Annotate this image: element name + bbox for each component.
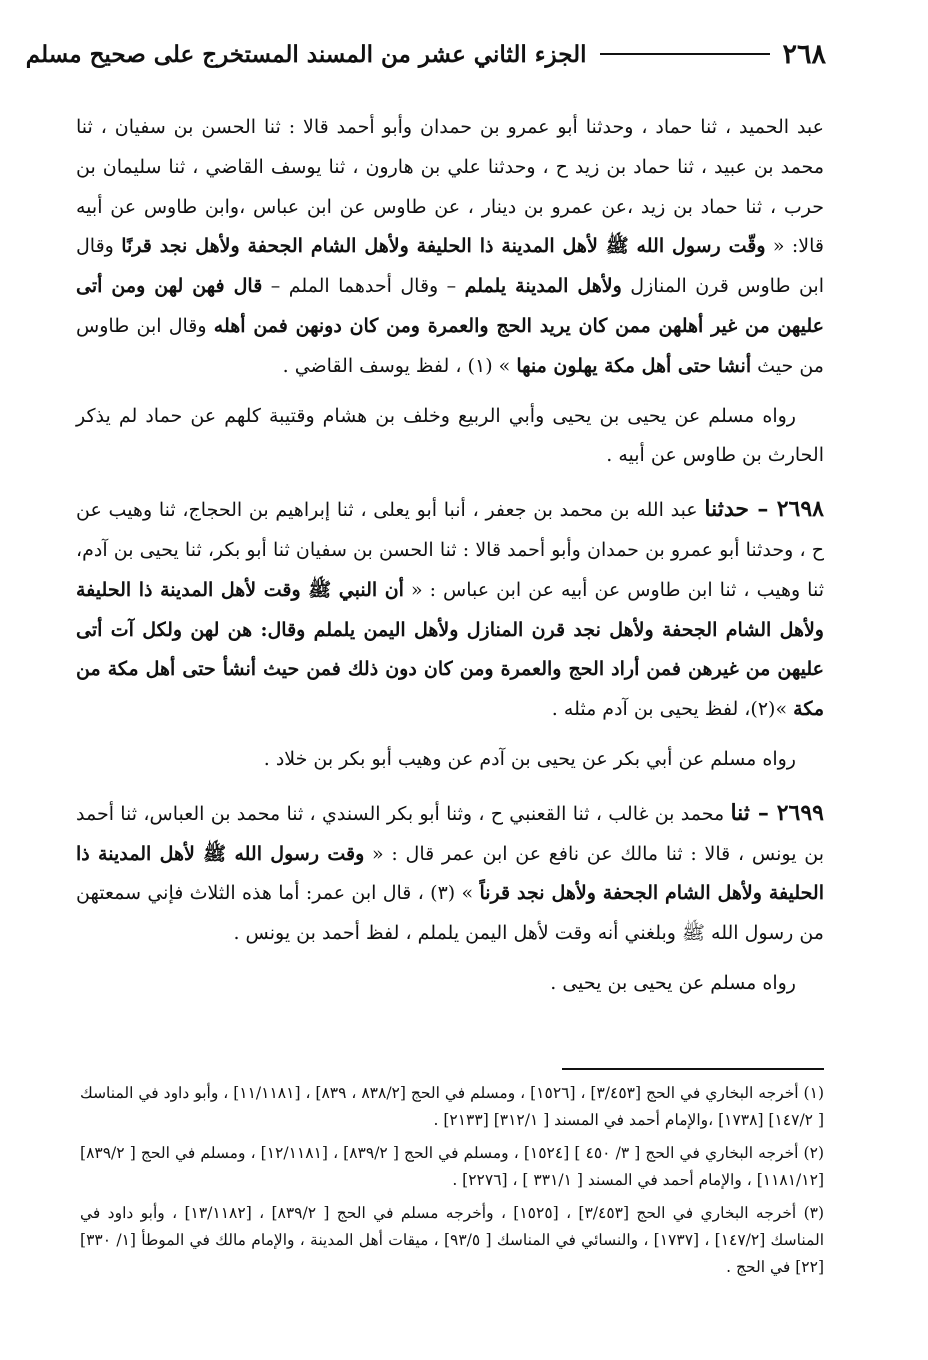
hadith-2697-continuation bbox=[76, 108, 824, 387]
isnad-text: وقال ابن طاوس قرن المنازل bbox=[76, 235, 824, 298]
header-rule bbox=[600, 53, 770, 55]
riwaya-note: رواه مسلم عن يحيى بن يحيى . bbox=[550, 971, 796, 994]
matn-text: أن النبي ﷺ وقت لأهل المدينة ذا الحليفة ولأهل الشام الجحفة ولأهل نجد قرن المنازل ولأهل اليمن يلملم وقال: هن لهن ولكل آت أتى عليهن من غيرهن فمن أراد الحج والعمرة ومن كان دون ذلك فمن حيث أنشأ حتى أهل مكة من مكة bbox=[76, 578, 824, 721]
footnotes-divider bbox=[562, 1068, 824, 1070]
matn-text: ولأهل المدينة يلملم bbox=[464, 275, 622, 298]
matn-text: وقت رسول الله ﷺ لأهل المدينة ذا الحليفة ولأهل الشام الجحفة ولأهل نجد قرناً bbox=[76, 842, 824, 905]
page-number: ٢٦٨ bbox=[782, 38, 826, 70]
attribution-text: » (٣) ، قال ابن عمر: أما هذه الثلاث فإني سمعتهن من رسول الله ﷺ وبلغني أنه وقت لأهل اليمن يلملم ، لفظ أحمد بن يونس . bbox=[76, 882, 824, 945]
hadith-number: ٢٦٩٨ – حدثنا bbox=[704, 496, 824, 523]
page-header bbox=[25, 34, 826, 74]
hadith-2699 bbox=[76, 794, 824, 954]
footnotes bbox=[80, 1080, 824, 1287]
footnote-1: (١) أخرجه البخاري في الحج [٣/٤٥٣] ، [١٥٢٦] ، ومسلم في الحج [٨٣٨/٢ ، ٨٣٩] ، [١١/١١٨١] ، وأبو داود في المناسك [ ١٤٧/٢] [١٧٣٨] ،والإمام أحمد في المسند [ ٣١٢/١] [٢١٣٣] . bbox=[80, 1084, 824, 1129]
riwaya-note: رواه مسلم عن أبي بكر عن يحيى بن آدم عن وهيب أبو بكر بن خلاد . bbox=[263, 747, 796, 770]
footnote-2: (٢) أخرجه البخاري في الحج [ ٣/ ٤٥٠ ] [١٥٢٤] ، ومسلم في الحج [ ٨٣٩/٢] ، [١٢/١١٨١] ، ومسلم في الحج [ ٨٣٩/٢] [١١٨١/١٢] ، والإمام أحمد في المسند [ ٣٣١/١ ] ، [٢٢٧٦] . bbox=[80, 1144, 824, 1189]
hadith-2698 bbox=[76, 490, 824, 730]
isnad-text: محمد بن غالب ، ثنا القعنبي ح ، وثنا أبو بكر السندي ، ثنا محمد بن العباس، ثنا أحمد بن يونس ، قالا : ثنا مالك عن نافع عن ابن عمر قال : « bbox=[76, 802, 824, 865]
matn-text: أنشا حتى أهل مكة يهلون منها bbox=[516, 354, 752, 377]
isnad-text: عبد الحميد ، ثنا حماد ، وحدثنا أبو عمرو بن حمدان وأبو أحمد قالا : ثنا الحسن بن سفيان ، ثنا محمد بن عبيد ، ثنا حماد بن زيد ح ، وحدثنا علي بن هارون ، ثنا يوسف القاضي ، ثنا سليمان بن حرب ، ثنا حماد بن زيد ،عن عمرو بن دينار ، عن طاوس عن ابن عباس ،وابن طاوس عن أبيه قالا: « bbox=[76, 116, 824, 258]
hadith-number: ٢٦٩٩ – ثنا bbox=[730, 799, 824, 826]
running-title: الجزء الثاني عشر من المسند المستخرج على صحيح مسلم bbox=[25, 40, 587, 68]
variant-note: وقال ابن طاوس من حيث bbox=[76, 314, 824, 377]
riwaya-note: رواه مسلم عن يحيى بن يحيى وأبي الربيع وخلف بن هشام وقتيبة كلهم عن حماد لم يذكر الحارث بن طاوس عن أبيه . bbox=[76, 404, 824, 467]
attribution-text: » (١) ، لفظ يوسف القاضي . bbox=[282, 354, 511, 377]
footnote-3: (٣) أخرجه البخاري في الحج [٣/٤٥٣] ، [١٥٢٥] ، وأخرجه مسلم في الحج [ ٨٣٩/٢] ، [١٣/١١٨٢] ، وأبو داود في المناسك [١٤٧/٢] ، [١٧٣٧] ، والنسائي في المناسك [ ٩٣/٥] ، ميقات أهل المدينة ، والإمام مالك في الموطأ [١/ ٣٣٠] [٢٢] في الحج . bbox=[80, 1204, 825, 1276]
variant-note: – وقال أحدهما الملم – bbox=[270, 275, 457, 298]
attribution-text: »(٢)، لفظ يحيى بن آدم مثله . bbox=[551, 698, 788, 721]
isnad-text: عبد الله بن محمد بن جعفر ، أنبا أبو يعلى ، ثنا إبراهيم بن الحجاج، ثنا وهيب عن ح ، وحدثنا أبو عمرو بن حمدان وأبو أحمد قالا : ثنا الحسن بن سفيان ثنا أبو بكر، ثنا يحيى بن آدم، ثنا وهيب ، ثنا ابن طاوس عن أبيه عن ابن عباس : « bbox=[76, 499, 824, 601]
page-body bbox=[76, 108, 824, 1004]
matn-text: قال فهن لهن ومن أتى عليهن من غير أهلهن ممن كان يريد الحج والعمرة ومن كان دونهن فمن أهله bbox=[76, 275, 824, 337]
matn-text: وقّت رسول الله ﷺ لأهل المدينة ذا الحليفة ولأهل الشام الجحفة ولأهل نجد قرنًا bbox=[121, 235, 766, 258]
